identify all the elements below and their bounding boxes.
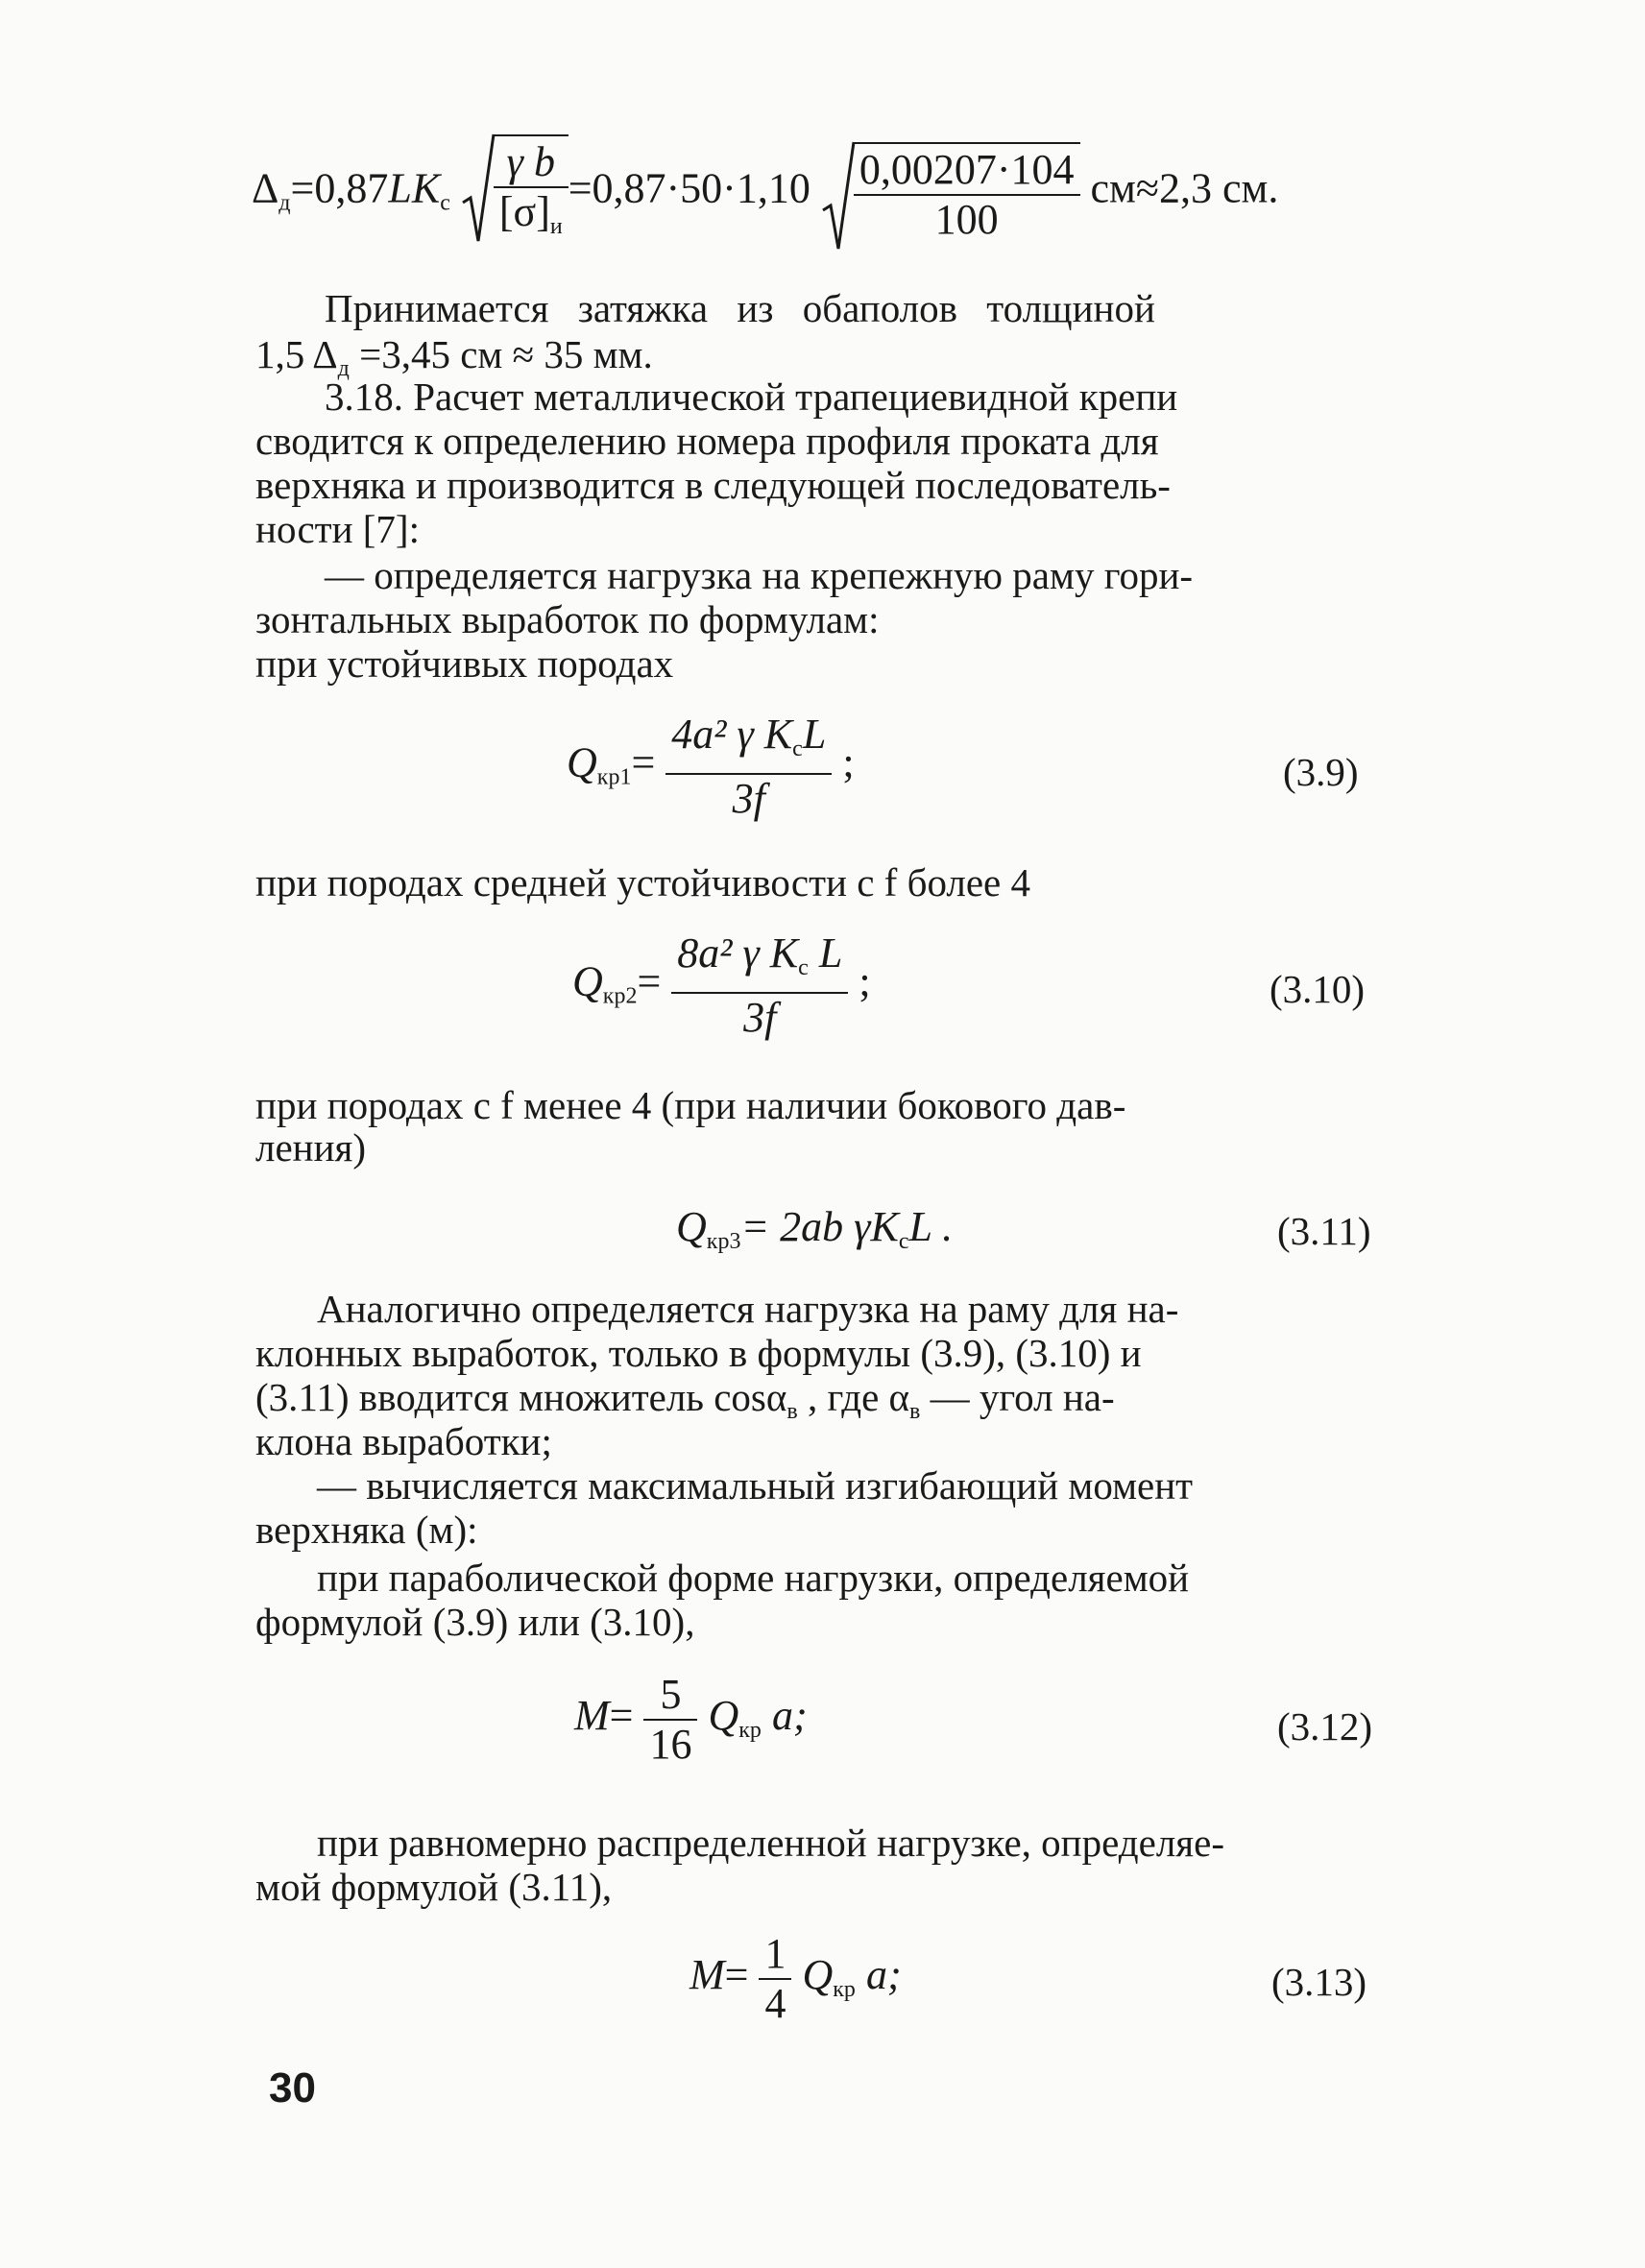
equation-3-13: M= $\frac{1}{4}$ $Q_{кр}$ a;	[689, 1930, 902, 2027]
para6-line2: мой формулой (3.11),	[255, 1865, 613, 1909]
eqno-3-12: (3.12)	[1277, 1704, 1373, 1749]
equation-3-11: $Q_{кр3}= 2ab$ $\gamma K_cL$ .	[676, 1203, 954, 1254]
formula-delta	[252, 134, 1278, 251]
sqrt-1	[461, 134, 568, 251]
para1-line1: Принимается затяжка из обаполов толщиной	[325, 286, 1155, 330]
sqrt2-denominator: 100	[934, 195, 999, 243]
para2-line2: сводится к определению номера профиля проката для	[255, 419, 1159, 463]
equation-3-12: M= $\frac{5}{16}$ $Q_{кр}$ a;	[574, 1671, 808, 1768]
eqno-3-10: (3.10)	[1270, 967, 1366, 1011]
para6-line1: при равномерно распределенной нагрузке, определяе-	[317, 1821, 1225, 1865]
para3-line2: зонтальных выработок по формулам:	[255, 597, 880, 641]
formula-result: см≈2,3 см.	[1090, 164, 1279, 212]
para4-line3: (3.11) вводится множитель cosα$_в$ , где $\alpha_в$ — угол на-	[255, 1375, 1115, 1424]
sqrt-sign-1	[461, 131, 496, 246]
eqno-3-9: (3.9)	[1283, 750, 1359, 794]
eqno-3-13: (3.13)	[1271, 1960, 1367, 2004]
equation-3-10: $Q_{кр2}=$ $\frac{8a^2 \gamma K_c L}{3f}$ ;	[572, 929, 871, 1041]
eqno-3-11: (3.11)	[1277, 1209, 1371, 1253]
para1-line2: 1,5 $\Delta_д =3,45$ см ≈ 35 мм.	[255, 332, 653, 381]
para5-line3: при параболической форме нагрузки, определяемой	[317, 1556, 1190, 1600]
para4-line1: Аналогично определяется нагрузка на раму для на-	[317, 1287, 1179, 1331]
para2-line3: верхняка и производится в следующей последователь-	[255, 463, 1171, 507]
sqrt-2	[821, 142, 1080, 244]
equation-3-9: $Q_{кр1}=$ $\frac{4a^2 \gamma K_cL}{3f}$ ;	[567, 711, 855, 822]
formula-delta-sub: д	[278, 190, 291, 216]
sqrt-sign-2	[821, 138, 856, 253]
formula-var-k: K	[411, 164, 441, 212]
formula-var-k-sub: c	[440, 190, 450, 216]
para5-line1: — вычисляется максимальный изгибающий момент	[317, 1463, 1194, 1508]
text-before-3-11-line2: ления)	[255, 1125, 367, 1170]
para3-line1: — определяется нагрузка на крепежную раму гори-	[325, 553, 1194, 597]
para2-line1: 3.18. Расчет металлической трапециевидной крепи	[325, 374, 1178, 419]
sqrt2-numerator: 0,00207·104	[854, 146, 1080, 196]
para4-line2: клонных выработок, только в формулы (3.9), (3.10) и	[255, 1331, 1142, 1375]
para2-line4: ности [7]:	[255, 507, 420, 551]
para4-line4: клона выработки;	[255, 1419, 552, 1463]
sqrt1-denominator-sub: и	[549, 214, 563, 239]
para5-line4: формулой (3.9) или (3.10),	[255, 1600, 695, 1644]
formula-coef: =0,87	[290, 164, 389, 212]
text-before-3-10: при породах средней устойчивости с f более 4	[255, 860, 1031, 905]
sqrt1-denominator: [σ]	[498, 188, 550, 235]
formula-delta-symbol: Δ	[252, 164, 279, 212]
page-number: 30	[269, 2064, 316, 2111]
para3-line3: при устойчивых породах	[255, 641, 674, 686]
sqrt1-numerator: γ b	[494, 138, 568, 188]
formula-numeric: =0,87·50·1,10	[568, 164, 810, 212]
para5-line2: верхняка (м):	[255, 1508, 478, 1552]
formula-var-l: L	[388, 164, 412, 212]
text-before-3-11-line1: при породах с f менее 4 (при наличии бокового дав-	[255, 1083, 1126, 1127]
